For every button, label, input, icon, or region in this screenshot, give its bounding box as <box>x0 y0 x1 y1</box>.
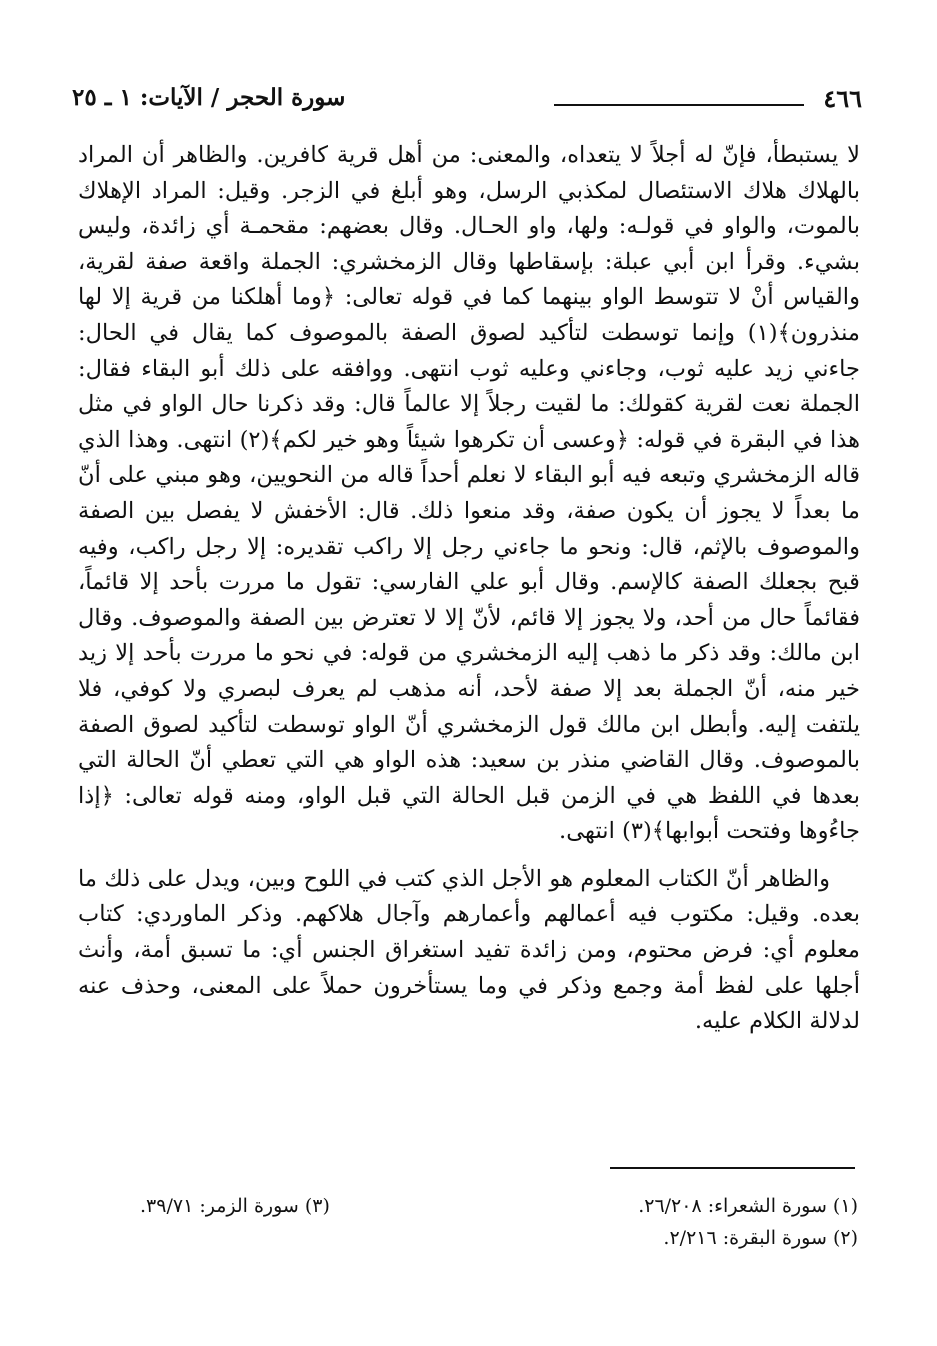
footnote: (١) سورة الشعراء: ٢٦/٢٠٨. <box>638 1195 858 1217</box>
page-header <box>72 82 862 126</box>
footnotes <box>140 1190 858 1254</box>
header-rule <box>554 104 804 106</box>
running-title: سورة الحجر / الآيات: ١ ـ ٢٥ <box>72 84 346 111</box>
footnote: (٢) سورة البقرة: ٢/٢١٦. <box>663 1227 858 1249</box>
footnote-separator <box>610 1167 855 1169</box>
paragraph: والظاهر أنّ الكتاب المعلوم هو الأجل الذي كتب في اللوح وبين، ويدل على ذلك ما بعده. وقيل: مكتوب فيه أعمالهم وأعمارهم وآجال هلاكهم. وذكر الماوردي: كتاب معلوم أي: فرض محتوم، ومن زائدة تفيد استغراق الجنس أي: ما تسبق أمة، وأنث أجلها على لفظ أمة وجمع وذكر في وما يستأخرون حملاً على المعنى، وحذف عنه لدلالة الكلام عليه. <box>78 865 860 1035</box>
main-text <box>78 138 860 1040</box>
page-number: ٤٦٦ <box>823 84 862 113</box>
paragraph: لا يستبطأ، فإنّ له أجلاً لا يتعداه، والمعنى: من أهل قرية كافرين. والظاهر أن المراد بالهلاك هلاك الاستئصال لمكذبي الرسل، وهو أبلغ في الزجر. وقيل: المراد الإهلاك بالموت، والواو في قولـه: ولها، واو الحـال. وقال بعضهم: مقحمـة أي زائدة، وليس بشيء. وقرأ ابن أبي عبلة: بإسقاطها وقال الزمخشري: الجملة واقعة صفة لقرية، والقياس أنْ لا تتوسط الواو بينهما كما في قوله تعالى: ﴿وما أهلكنا من قرية إلا لها منذرون﴾(١) وإنما توسطت لتأكيد لصوق الصفة بالموصوف كما يقال في الحال: جاءني زيد عليه ثوب، وجاءني وعليه ثوب انتهى. ووافقه على ذلك أبو البقاء فقال: الجملة نعت لقرية كقولك: ما لقيت رجلاً إلا عالماً قال: وقد ذكرنا حال الواو في مثل هذا في البقرة في قوله: ﴿وعسى أن تكرهوا شيئاً وهو خير لكم﴾(٢) انتهى. وهذا الذي قاله الزمخشري وتبعه فيه أبو البقاء لا نعلم أحداً قاله من النحويين، وهو مبني على أنّ ما بعداً لا يجوز أن يكون صفة، وقد منعوا ذلك. قال: الأخفش لا يفصل بين الصفة والموصوف بالإثم، قال: ونحو ما جاءني رجل إلا راكب تقديره: إلا رجل راكب، وفيه قبح بجعلك الصفة كالإسم. وقال أبو علي الفارسي: تقول ما مررت بأحد إلا قائماً، فقائماً حال من أحد، ولا يجوز إلا قائم، لأنّ إلا لا تعترض بين الصفة والموصوف. وقال ابن مالك: وقد ذكر ما ذهب إليه الزمخشري من قوله: في نحو ما مررت بأحد إلا زيد خير منه، أنّ الجملة بعد إلا صفة لأحد، أنه مذهب لم يعرف لبصري ولا كوفي، فلا يلتفت إليه. وأبطل ابن مالك قول الزمخشري أنّ الواو توسطت لتأكيد لصوق الصفة بالموصوف. وقال القاضي منذر بن سعيد: هذه الواو هي التي تعطي أنّ الحالة التي بعدها في اللفظ هي في الزمن قبل الحالة التي قبل الواو، ومنه قوله تعالى: ﴿إذا جاءُوها وفتحت أبوابها﴾(٣) انتهى. <box>78 142 860 845</box>
footnote: (٣) سورة الزمر: ٣٩/٧١. <box>140 1195 330 1217</box>
